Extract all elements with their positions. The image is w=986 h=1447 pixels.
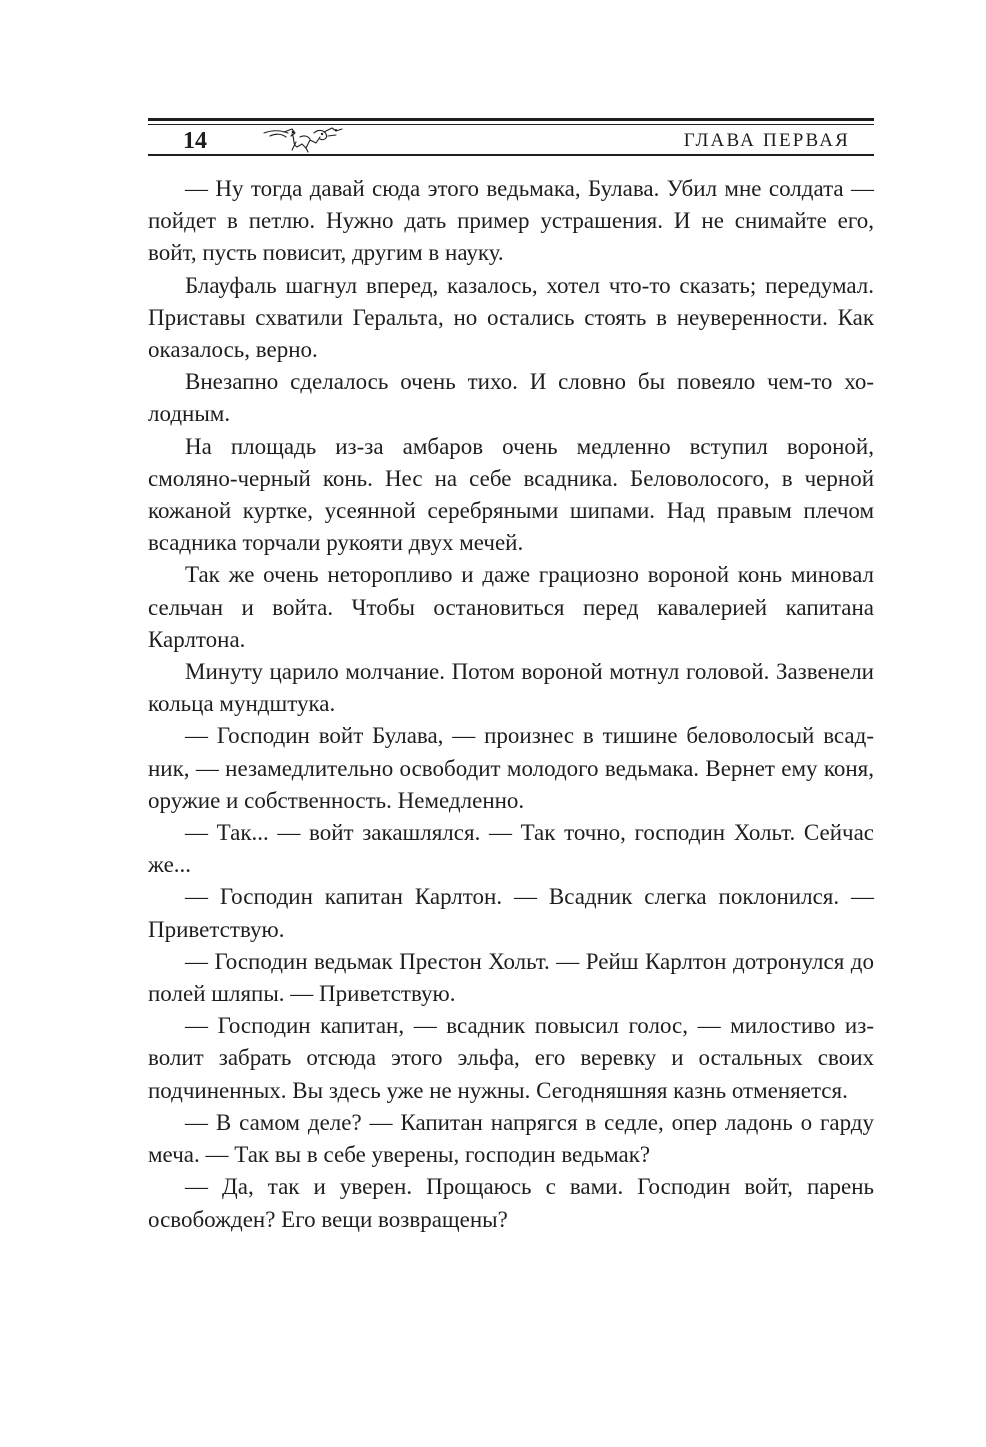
paragraph: — Господин войт Булава, — произнес в тишине беловолосый всадник, — незамедлительно освободит молодого ведьмака. Вернет ему коня, оружие и собственность. Немедленно. (148, 723, 874, 813)
paragraph: Минуту царило молчание. Потом вороной мотнул головой. Зазвенели кольца мундштука. (148, 659, 874, 717)
paragraph: — В самом деле? — Капитан напрягся в седле, опер ладонь о гарду меча. — Так вы в себе уверены, господин ведьмак? (148, 1109, 874, 1168)
paragraph: Блауфаль шагнул вперед, казалось, хотел что-то сказать; передумал. Приставы схватили Геральта, но остались стоять в неуверенности. Как оказалось, верно. (148, 272, 874, 363)
header-rule-bottom (148, 154, 874, 156)
body-text (148, 173, 874, 1236)
running-head: ГЛАВА ПЕРВАЯ (683, 130, 850, 151)
header-rule-top-thin (148, 124, 874, 125)
page-number: 14 (183, 128, 207, 154)
header-rule-top (148, 118, 874, 121)
decorative-figure-ornament-icon (262, 124, 344, 154)
paragraph: На площадь из-за амбаров очень медленно вступил вороной, смоляно-черный конь. Нес на себе всадника. Беловолосого, в черной кожаной куртке, усеянной серебряными шипами. Над правым плечом всадника торчали рукояти двух мечей. (148, 433, 874, 556)
paragraph: — Ну тогда давай сюда этого ведьмака, Булава. Убил мне солдата — пойдет в петлю. Нужно дать пример устрашения. И не снимайте его, войт, пусть повисит, другим в науку. (148, 176, 874, 266)
paragraph: — Господин капитан Карлтон. — Всадник слегка поклонился. — Приветствую. (148, 884, 874, 942)
paragraph: — Господин ведьмак Престон Хольт. — Рейш Карлтон дотронулся до полей шляпы. — Приветствую. (148, 948, 874, 1007)
paragraph: — Так... — войт закашлялся. — Так точно, господин Хольт. Сейчас же... (148, 820, 874, 878)
paragraph: — Да, так и уверен. Прощаюсь с вами. Господин войт, парень освобожден? Его вещи возвращены? (148, 1174, 874, 1232)
paragraph: Внезапно сделалось очень тихо. И словно бы повеяло чем-то холодным. (148, 369, 874, 427)
paragraph: Так же очень неторопливо и даже грациозно вороной конь миновал сельчан и войта. Чтобы остановиться перед кавалерией капитана Карлтона. (148, 562, 874, 652)
paragraph: — Господин капитан, — всадник повысил голос, — милостиво изволит забрать отсюда этого эльфа, его веревку и остальных своих подчиненных. Вы здесь уже не нужны. Сегодняшняя казнь отменяется. (148, 1013, 874, 1103)
